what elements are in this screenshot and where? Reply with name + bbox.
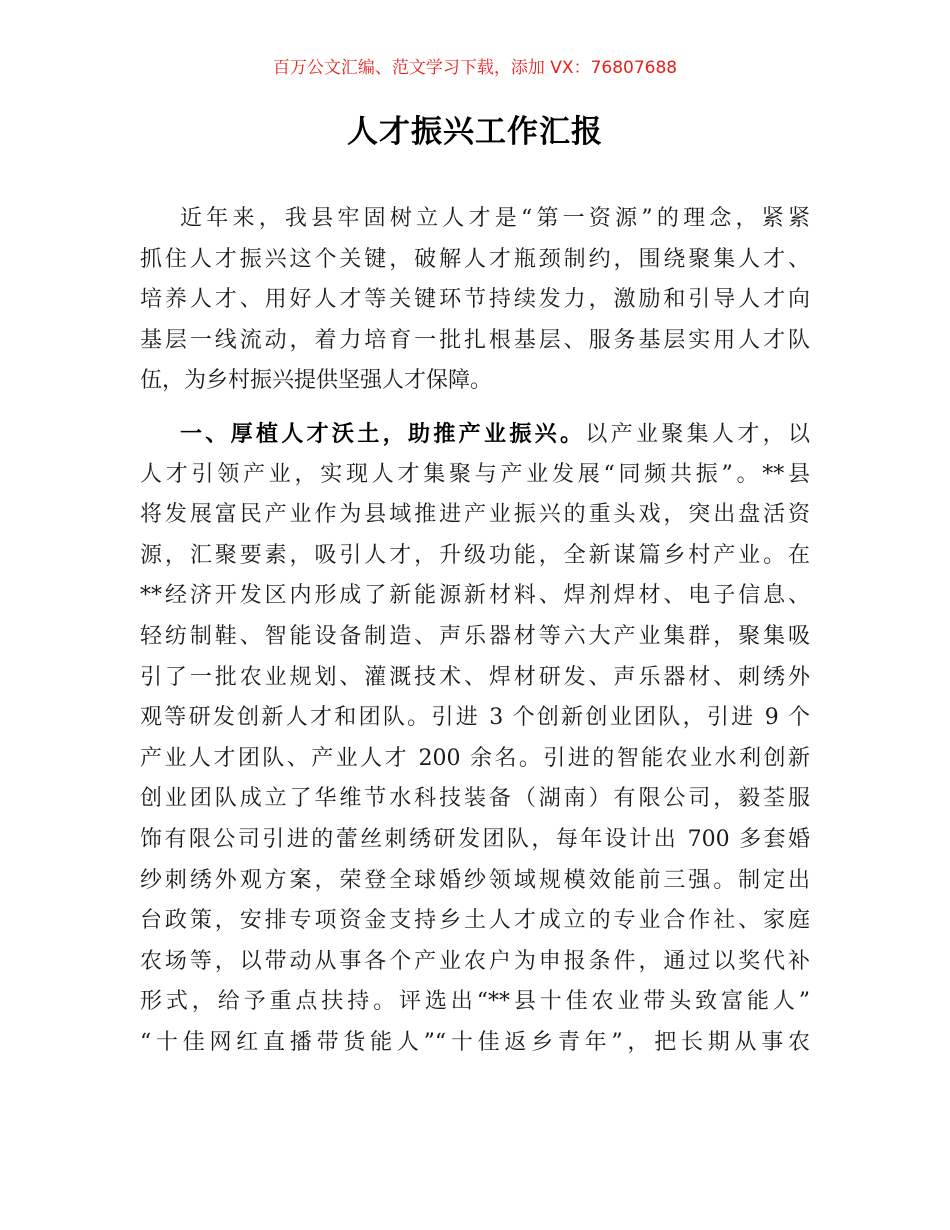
paragraph-line: 观等研发创新人才和团队。引进 3 个创新创业团队，引进 9 个 xyxy=(140,705,810,731)
paragraph-line: 形式，给予重点扶持。评选出“**县十佳农业带头致富能人” xyxy=(140,989,810,1015)
paragraph-line: 源，汇聚要素，吸引人才，升级功能，全新谋篇乡村产业。在 xyxy=(140,542,810,568)
paragraph-line: 饰有限公司引进的蕾丝刺绣研发团队，每年设计出 700 多套婚 xyxy=(140,826,810,852)
paragraph-line: 基层一线流动，着力培育一批扎根基层、服务基层实用人才队 xyxy=(140,327,810,353)
paragraph-line: 产业人才团队、产业人才 200 余名。引进的智能农业水利创新 xyxy=(140,745,810,771)
header-banner: 百万公文汇编、范文学习下载，添加 VX：76807688 xyxy=(272,58,678,78)
paragraph-line: 台政策，安排专项资金支持乡土人才成立的专业合作社、家庭 xyxy=(140,908,810,934)
section1-first-line-text: 以产业聚集人才，以 xyxy=(585,421,810,447)
paragraph-line: 轻纺制鞋、智能设备制造、声乐器材等六大产业集群，聚集吸 xyxy=(140,623,810,649)
paragraph-line: 培养人才、用好人才等关键环节持续发力，激励和引导人才向 xyxy=(140,287,810,313)
paragraph-line: 将发展富民产业作为县域推进产业振兴的重头戏，突出盘活资 xyxy=(140,502,810,528)
page-title: 人才振兴工作汇报 xyxy=(347,114,603,150)
paragraph-line: 抓住人才振兴这个关键，破解人才瓶颈制约，围绕聚集人才、 xyxy=(140,246,810,272)
paragraph-line: 伍，为乡村振兴提供坚强人才保障。 xyxy=(140,368,493,394)
paragraph-spacer xyxy=(140,402,810,414)
paragraph-line: **经济开发区内形成了新能源新材料、焊剂焊材、电子信息、 xyxy=(140,583,810,609)
paragraph-line: 引了一批农业规划、灌溉技术、焊材研发、声乐器材、刺绣外 xyxy=(140,664,810,690)
paragraph-line: 纱刺绣外观方案，荣登全球婚纱领域规模效能前三强。制定出 xyxy=(140,867,810,893)
document-body xyxy=(140,199,810,1063)
paragraph-line: 农场等，以带动从事各个产业农户为申报条件，通过以奖代补 xyxy=(140,948,810,974)
paragraph-line: “十佳网红直播带货能人”“十佳返乡青年”，把长期从事农 xyxy=(140,1029,810,1055)
section1-paragraph xyxy=(140,414,810,1064)
section1-first-line xyxy=(140,414,810,455)
paragraph-line: 人才引领产业，实现人才集聚与产业发展“同频共振”。**县 xyxy=(140,461,810,487)
intro-paragraph xyxy=(140,199,810,402)
section1-heading: 一、厚植人才沃土，助推产业振兴。 xyxy=(180,420,586,447)
paragraph-line: 创业团队成立了华维节水科技装备（湖南）有限公司，毅荃服 xyxy=(140,786,810,812)
paragraph-line: 近年来，我县牢固树立人才是“第一资源”的理念，紧紧 xyxy=(180,206,810,231)
